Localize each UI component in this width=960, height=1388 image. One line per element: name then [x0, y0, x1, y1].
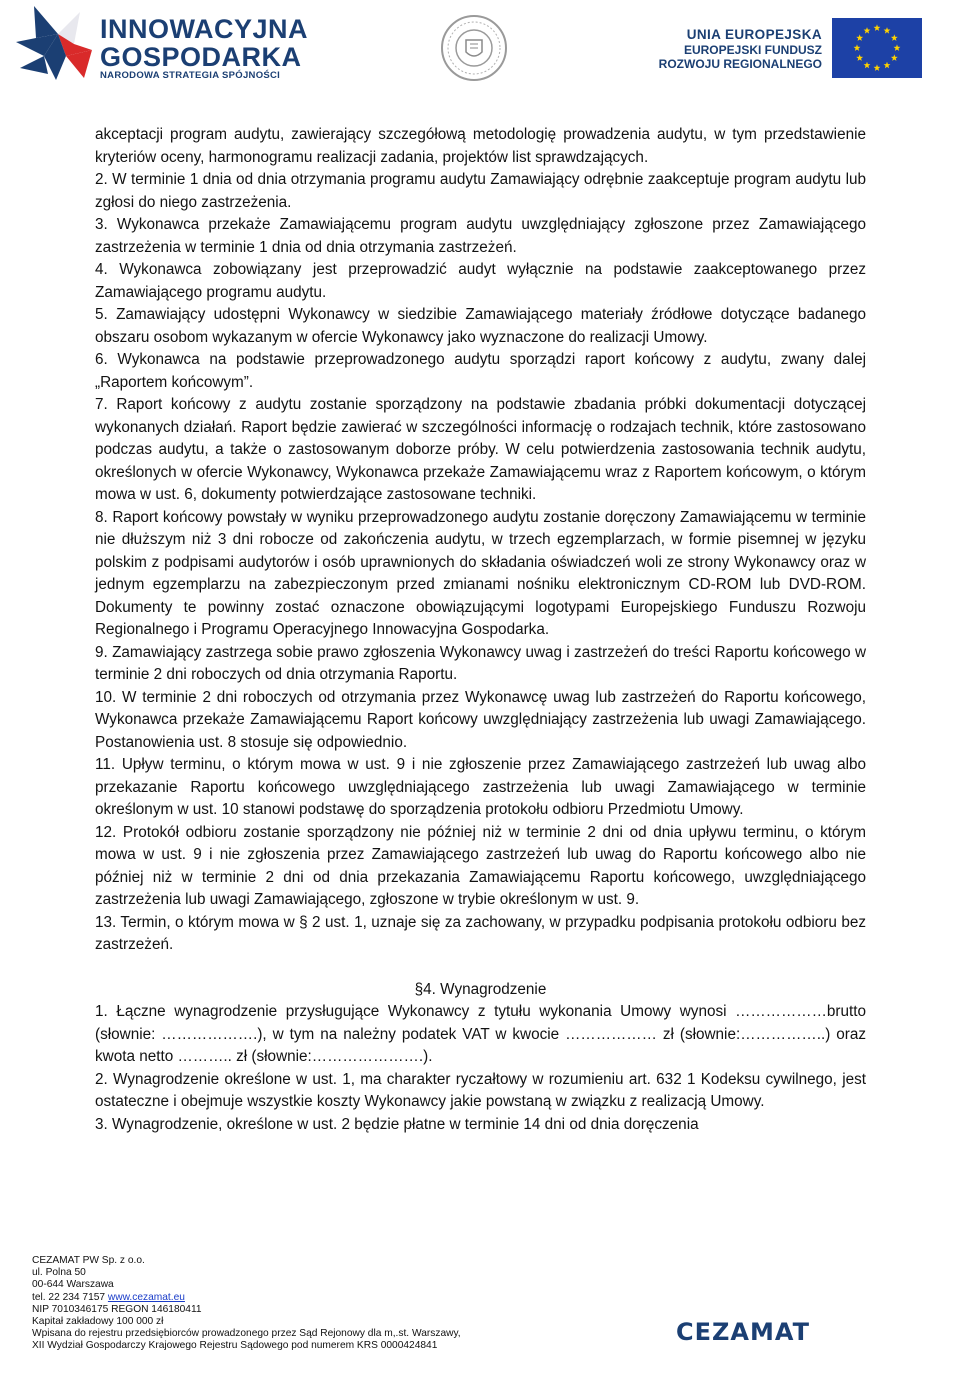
ue-line-2: EUROPEJSKI FUNDUSZ: [683, 43, 822, 57]
footer-website-link[interactable]: www.cezamat.eu: [107, 1291, 185, 1303]
contract-paragraph: akceptacji program audytu, zawierający szczegółową metodologię prowadzenia audytu, w tym przedstawienie kryteriów oceny, harmonogramu realizacji zadania, projektów list sprawdzających.: [95, 126, 866, 166]
footer-registry-1: Wpisana do rejestru przedsiębiorców prowadzonego przez Sąd Rejonowy dla m,.st. Warszawy,: [32, 1328, 461, 1340]
footer-city: 00-644 Warszawa: [32, 1279, 114, 1291]
contract-paragraph: 2. W terminie 1 dnia od dnia otrzymania programu audytu Zamawiający odrębnie zaakceptuje program audytu lub zgłosi do niego zastrzeżenia.: [95, 171, 866, 211]
contract-paragraph: 8. Raport końcowy powstały w wyniku przeprowadzonego audytu zostanie doręczony Zamawiającemu w terminie nie dłuższym niż 3 dni robocze od zakończenia audytu, w trzech egzemplarzach, w formie pisemnej w języku polskim z podpisami audytorów i osób uprawnionych do składania oświadczeń woli ze strony Wykonawcy oraz w jednym egzemplarzu na zabezpieczonym przed zmianami nośniku elektronicznym CD-ROM lub DVD-ROM. Dokumenty te powinny zostać oznaczone obowiązującymi logotypami Europejskiego Funduszu Rozwoju Regionalnego i Programu Operacyjnego Innowacyjna Gospodarka.: [95, 508, 866, 638]
footer-phone: tel. 22 234 7157: [32, 1291, 108, 1303]
footer-registry-2: XII Wydział Gospodarczy Krajowego Rejestru Sądowego pod numerem KRS 0000424841: [32, 1340, 438, 1352]
cezamat-logo-text: CEZAMAT: [676, 1318, 810, 1346]
unia-europejska-logo: [636, 10, 922, 74]
footer-street: ul. Polna 50: [32, 1267, 86, 1279]
ue-line-3: ROZWOJU REGIONALNEGO: [658, 57, 822, 71]
ue-line-1: UNIA EUROPEJSKA: [686, 27, 822, 42]
contract-paragraph: 9. Zamawiający zastrzega sobie prawo zgłoszenia Wykonawcy uwag i zastrzeżeń do treści Raportu końcowego w terminie 2 dni roboczych od dnia otrzymania Raportu.: [95, 643, 866, 683]
eu-flag-icon: [832, 18, 922, 78]
contract-paragraph: 13. Termin, o którym mowa w § 2 ust. 1, uznaje się za zachowany, w przypadku podpisania protokołu odbioru bez zastrzeżeń.: [95, 913, 866, 953]
page-footer: [32, 1255, 461, 1353]
innowacyjna-gospodarka-logo: [14, 4, 324, 82]
page-header: [0, 0, 960, 96]
cezamat-logo: [676, 1316, 814, 1346]
contract-paragraph: 4. Wykonawca zobowiązany jest przeprowadzić audyt wyłącznie na podstawie zaakceptowanego przez Zamawiającego programu audytu.: [95, 261, 866, 301]
footer-contact: [32, 1292, 461, 1304]
footer-company: CEZAMAT PW Sp. z o.o.: [32, 1255, 145, 1266]
contract-paragraph: 3. Wykonawca przekaże Zamawiającemu program audytu uwzględniający zgłoszone przez Zamawiającego zastrzeżenia w terminie 1 dnia od dnia otrzymania zastrzeżeń.: [95, 216, 866, 256]
contract-paragraph: 11. Upływ terminu, o którym mowa w ust. 9 i nie zgłoszenie przez Zamawiającego zastrzeżeń lub uwag albo przekazanie Raportu końcowego uwzględniającego zastrzeżenia lub uwagi Zamawiającego w terminie określonym w ust. 10 stanowi podstawę do sporządzenia protokołu odbioru Przedmiotu Umowy.: [95, 756, 866, 818]
footer-nip: NIP 7010346175 REGON 146180411: [32, 1303, 202, 1315]
seal-emblem-icon: [440, 14, 508, 82]
ig-star-logo-icon: [14, 4, 94, 82]
remuneration-paragraph: 3. Wynagrodzenie, określone w ust. 2 będzie płatne w terminie 14 dni od dnia doręczenia: [95, 1115, 699, 1133]
contract-paragraph: 12. Protokół odbioru zostanie sporządzony nie później niż w terminie 2 dni od dnia upływu terminu, o którym mowa w ust. 9 i nie zgłoszenia przez Zamawiającego zastrzeżeń lub uwag do Raportu końcowego albo nie później niż w terminie 2 dni od dnia przekazania Zamawiającemu Raportu końcowego, uwzględniającego zastrzeżenia lub uwagi Zamawiającego, zgłoszone w trybie określonym w ust. 9.: [95, 823, 866, 908]
remuneration-paragraph: 2. Wynagrodzenie określone w ust. 1, ma charakter ryczałtowy w rozumieniu art. 632 1 Kodeksu cywilnego, jest ostateczne i obejmuje wszystkie koszty Wykonawcy jakie powstaną w związku z realizacją Umowy.: [95, 1070, 866, 1110]
section-heading-wynagrodzenie: §4. Wynagrodzenie: [414, 980, 547, 998]
contract-paragraph: 10. W terminie 2 dni roboczych od otrzymania przez Wykonawcę uwag lub zastrzeżeń do Raportu końcowego, Wykonawca przekaże Zamawiającemu Raport końcowy uwzględniający zastrzeżenia lub uwagi Zamawiającego. Postanowienia ust. 8 stosuje się odpowiednio.: [95, 688, 866, 751]
remuneration-paragraph: 1. Łączne wynagrodzenie przysługujące Wykonawcy z tytułu wykonania Umowy wynosi ………………brutto (słownie: ……………….), w tym na należny podatek VAT w kwocie ……………… zł (słownie:……………..) oraz kwota netto ……….. zł (słownie:………………….).: [95, 1003, 866, 1065]
logo-line-strategia: NARODOWA STRATEGIA SPÓJNOŚCI: [100, 70, 281, 81]
contract-paragraph: 6. Wykonawca na podstawie przeprowadzonego audytu sporządzi raport końcowy z audytu, zwany dalej „Raportem końcowym”.: [95, 351, 866, 391]
contract-paragraph: 5. Zamawiający udostępni Wykonawcy w siedzibie Zamawiającego materiały źródłowe dotyczące badanego obszaru osobom wykazanym w ofercie Wykonawcy jako wyznaczone do realizacji Umowy.: [95, 306, 866, 346]
contract-paragraph: 7. Raport końcowy z audytu zostanie sporządzony na podstawie zbadania próbki dokumentacji dotyczącej wykonanych działań. Raport będzie zawierać w szczególności informację o rodzajach technik, które zastosowano podczas audytu, a także o zastosowanym doborze próby. W celu potwierdzenia zastosowania technik audytu, określonych w ofercie Wykonawcy, Wykonawca przekaże Zamawiającemu wraz z Raportem końcowym, o którym mowa w ust. 6, dokumenty potwierdzające zastosowane techniki.: [95, 396, 866, 503]
document-body: [95, 124, 866, 1136]
logo-line-innowacyjna: INNOWACYJNA: [100, 14, 309, 44]
logo-line-gospodarka: GOSPODARKA: [100, 42, 302, 72]
footer-capital: Kapitał zakładowy 100 000 zł: [32, 1316, 164, 1328]
